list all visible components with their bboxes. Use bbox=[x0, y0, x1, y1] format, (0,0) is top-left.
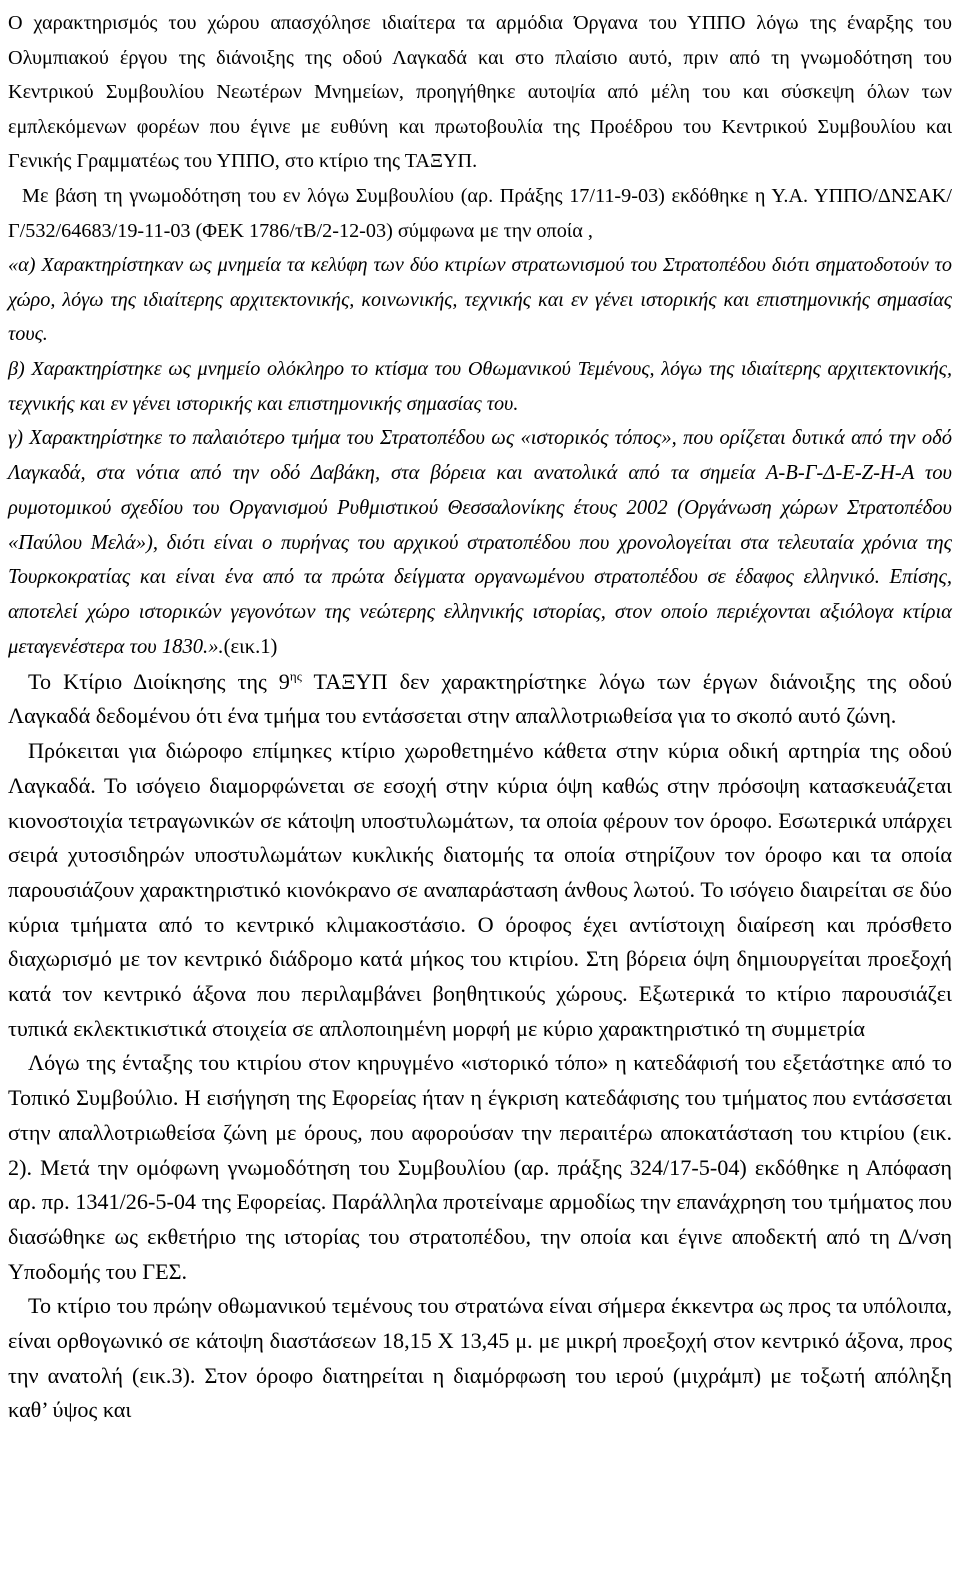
figure-ref-1: (εικ.1) bbox=[223, 635, 278, 658]
paragraph-site-designation: Ο χαρακτηρισμός του χώρου απασχόλησε ιδιαίτερα τα αρμόδια Όργανα του ΥΠΠΟ λόγω της έναρξης του Ολυμπιακού έργου της διάνοιξης της οδού Λαγκαδά και στο πλαίσιο αυτό, πριν από τη γνωμοδότηση του Κεντρικού Συμβουλίου Νεωτέρων Μνημείων, προηγήθηκε αυτοψία από μέλη του και σύσκεψη όλων των εμπλεκόμενων φορέων που έγινε με ευθύνη και πρωτοβουλία της Προέδρου του Κεντρικού Συμβουλίου και Γενικής Γραμματέως του ΥΠΠΟ, στο κτίριο της ΤΑΞΥΠ. bbox=[8, 12, 952, 173]
paragraph-clause-a: «α) Χαρακτηρίστηκαν ως μνημεία τα κελύφη των δύο κτιρίων στρατωνισμού του Στρατοπέδου διότι σηματοδοτούν το χώρο, λόγω της ιδιαίτερης αρχιτεκτονικής, κοινωνικής, τεχνικής και εν γένει ιστορικής και επιστημονικής σημασίας τους. bbox=[8, 254, 952, 346]
paragraph-ministerial-decision: Με βάση τη γνωμοδότηση του εν λόγω Συμβουλίου (αρ. Πράξης 17/11-9-03) εκδόθηκε η Υ.Α. ΥΠΠΟ/ΔΝΣΑΚ/Γ/532/64683/19-11-03 (ΦΕΚ 1786/τΒ/2-12-03) σύμφωνα με την οποία , bbox=[8, 184, 952, 242]
paragraph-clause-b: β) Χαρακτηρίστηκε ως μνημείο ολόκληρο το κτίσμα του Οθωμανικού Τεμένους, λόγω της ιδιαίτερης αρχιτεκτονικής, τεχνικής και εν γένει ιστορικής και επιστημονικής σημασίας του. bbox=[8, 357, 952, 415]
paragraph-demolition: Λόγω της ένταξης του κτιρίου στον κηρυγμένο «ιστορικό τόπο» η κατεδάφισή του εξετάστηκε από το Τοπικό Συμβούλιο. Η εισήγηση της Εφορείας ήταν η έγκριση κατεδάφισης του τμήματος που εντάσσεται στην απαλλοτριωθείσα ζώνη με όρους, που αφορούσαν την περαιτέρω αποκατάσταση του κτιρίου (εικ. 2). Μετά την ομόφωνη γνωμοδότηση του Συμβουλίου (αρ. πράξης 324/17-5-04) εκδόθηκε η Απόφαση αρ. πρ. 1341/26-5-04 της Εφορείας. Παράλληλα προτείναμε αρμοδίως την επανάχρηση του τμήματος που διασώθηκε ως εκθετήριο της ιστορίας του στρατοπέδου, την οποία και έγινε αποδεκτή από τη Δ/νση Υποδομής του ΓΕΣ. bbox=[8, 1050, 952, 1284]
admin-building-text-b: ΤΑΞΥΠ δεν χαρακτηρίστηκε λόγω των έργων διάνοιξης της οδού Λαγκαδά δεδομένου ότι ένα τμήμα του εντάσσεται στην απαλλοτριωθείσα για το σκοπό αυτό ζώνη. bbox=[8, 668, 952, 729]
paragraph-mosque: Το κτίριο του πρώην οθωμανικού τεμένους του στρατώνα είναι σήμερα έκκεντρα ως προς τα υπόλοιπα, είναι ορθογωνικό σε κάτοψη διαστάσεων 18,15 Χ 13,45 μ. με μικρή προεξοχή στον κεντρικό άξονα, προς την ανατολή (εικ.3). Στον όροφο διατηρείται η διαμόρφωση του ιερού (μιχράμπ) με τοξωτή απόληξη καθ’ ύψος και bbox=[8, 1293, 952, 1423]
paragraph-admin-building bbox=[8, 665, 952, 734]
ordinal-superscript: ης bbox=[289, 668, 302, 684]
paragraph-clause-c bbox=[8, 421, 952, 665]
document-page bbox=[8, 6, 952, 1428]
paragraph-building-description: Πρόκειται για διώροφο επίμηκες κτίριο χωροθετημένο κάθετα στην κύρια οδική αρτηρία της οδού Λαγκαδά. Το ισόγειο διαμορφώνεται σε εσοχή στην κύρια όψη καθώς στην πρόσοψη κατασκευάζεται κιονοστοιχία τετραγωνικών σε κάτοψη υποστυλωμάτων, τα οποία φέρουν τον όροφο. Εσωτερικά υπάρχει σειρά χυτοσιδηρών υποστυλωμάτων κυκλικής διατομής τα οποία στηρίζουν τον όροφο και τα οποία παρουσιάζουν χαρακτηριστικό κιονόκρανο σε αναπαράσταση άνθους λωτού. Το ισόγειο διαιρείται σε δύο κύρια τμήματα από το κεντρικό κλιμακοστάσιο. Ο όροφος έχει αντίστοιχη διαίρεση και πρόσθετο διαχωρισμό με τον κεντρικό διάδρομο κατά μήκος του κτιρίου. Στη βόρεια όψη δημιουργείται προεξοχή κατά τον κεντρικό άξονα που περιλαμβάνει βοηθητικούς χώρους. Εξωτερικά το κτίριο παρουσιάζει τυπικά εκλεκτικιστικά στοιχεία σε απλοποιημένη μορφή με κύριο χαρακτηριστικό τη συμμετρία bbox=[8, 738, 952, 1041]
clause-c-text: γ) Χαρακτηρίστηκε το παλαιότερο τμήμα του Στρατοπέδου ως «ιστορικός τόπος», που ορίζεται δυτικά από την οδό Λαγκαδά, στα νότια από την οδό Δαβάκη, στα βόρεια και ανατολικά από τα σημεία Α-Β-Γ-Δ-Ε-Ζ-Η-Α του ρυμοτομικού σχεδίου του Οργανισμού Ρυθμιστικού Θεσσαλονίκης έτους 2002 (Οργάνωση χώρων Στρατοπέδου «Παύλου Μελά»), διότι είναι ο πυρήνας του αρχικού στρατοπέδου που χρονολογείται στα τελευταία χρόνια της Τουρκοκρατίας και είναι ένα από τα πρώτα δείγματα οργανωμένου στρατοπέδου σε έδαφος ελληνικό. Επίσης, αποτελεί χώρο ιστορικών γεγονότων της νεώτερης ελληνικής ιστορίας, στον οποίο περιέχονται αξιόλογα κτίρια μεταγενέστερα του 1830.». bbox=[8, 427, 952, 658]
admin-building-text-a: Το Κτίριο Διοίκησης της 9 bbox=[28, 668, 290, 694]
